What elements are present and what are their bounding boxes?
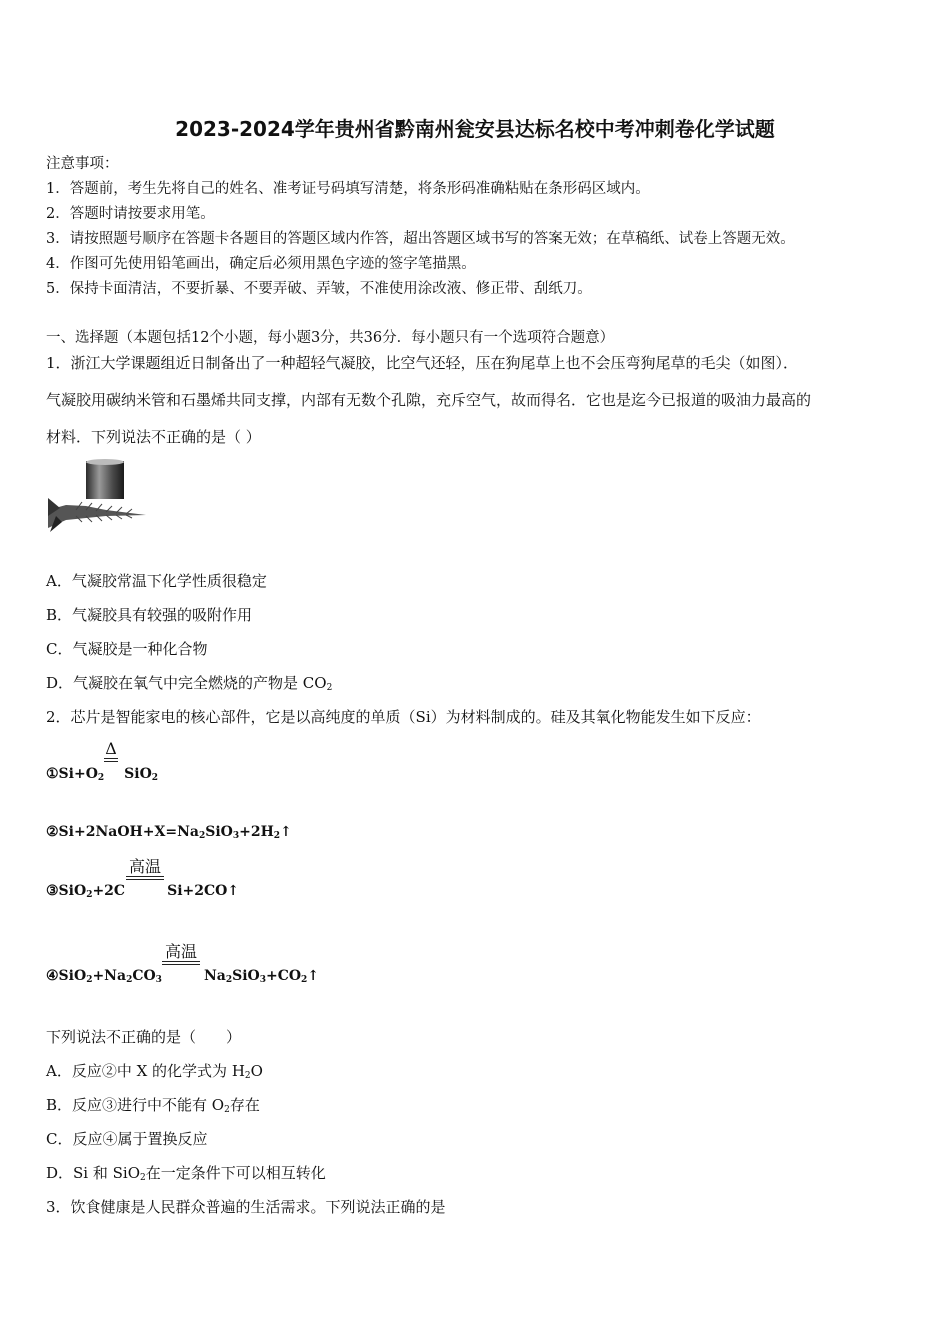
eq3-lhs: ③SiO bbox=[46, 883, 87, 899]
eq2-part: +2H bbox=[239, 824, 274, 840]
subscript: 2 bbox=[86, 890, 93, 900]
notice-item: 2．答题时请按要求用笔。 bbox=[46, 206, 215, 222]
subscript: 3 bbox=[232, 831, 240, 841]
eq3-equals-bar bbox=[126, 876, 164, 880]
notice-item: 3．请按照题号顺序在答题卡各题目的答题区域内作答，超出答题区域书写的答案无效；在草稿纸、试卷上答题无效。 bbox=[46, 231, 795, 247]
notice-item: 5．保持卡面清洁，不要折暴、不要弄破、弄皱，不准使用涂改液、修正带、刮纸刀。 bbox=[46, 281, 592, 297]
q2-option-a bbox=[46, 1060, 263, 1081]
eq1-rhs: SiO bbox=[124, 766, 152, 782]
eq3-condition bbox=[126, 858, 164, 880]
question-3-stem: 3．饮食健康是人民群众普遍的生活需求。下列说法正确的是 bbox=[46, 1198, 446, 1216]
eq4-rhs: ↑ bbox=[307, 968, 320, 984]
q2-option-d-text: D．Si 和 SiO bbox=[46, 1164, 141, 1182]
page-title: 2023-2024学年贵州省黔南州瓮安县达标名校中考冲刺卷化学试题 bbox=[175, 117, 775, 141]
q1-option-b: B．气凝胶具有较强的吸附作用 bbox=[46, 606, 253, 624]
eq2-part: ↑ bbox=[280, 824, 292, 840]
subscript: 2 bbox=[273, 831, 281, 841]
q1-option-c: C．气凝胶是一种化合物 bbox=[46, 640, 208, 658]
subscript: 3 bbox=[259, 975, 266, 985]
equation-3 bbox=[46, 883, 239, 900]
subscript: 2 bbox=[86, 975, 93, 985]
notice-item: 4．作图可先使用铅笔画出，确定后必须用黑色字迹的签字笔描黑。 bbox=[46, 256, 476, 272]
eq2-part: ②Si+2NaOH+X=Na bbox=[46, 824, 199, 840]
eq1-lhs: ①Si+O bbox=[46, 766, 98, 782]
eq1-condition-text: Δ bbox=[105, 739, 117, 758]
q2-option-b bbox=[46, 1094, 260, 1115]
eq2-part: SiO bbox=[205, 824, 233, 840]
eq4-lhs: ④SiO bbox=[46, 968, 87, 984]
subscript: 2 bbox=[225, 975, 233, 985]
subscript: 3 bbox=[155, 975, 162, 985]
q2-option-a-text: A．反应②中 X 的化学式为 H bbox=[46, 1062, 245, 1080]
eq4-equals-bar bbox=[162, 961, 200, 965]
subscript: 2 bbox=[97, 773, 105, 783]
eq1-equals-bar bbox=[104, 758, 118, 762]
subscript: 2 bbox=[301, 975, 308, 985]
question-1-line: 1．浙江大学课题组近日制备出了一种超轻气凝胶，比空气还轻，压在狗尾草上也不会压弯狗尾草的毛尖（如图）． bbox=[46, 354, 799, 372]
eq4-rhs: SiO bbox=[232, 968, 260, 984]
q2-option-d-text: 在一定条件下可以相互转化 bbox=[145, 1164, 326, 1182]
eq1-condition bbox=[104, 740, 118, 762]
subscript: 2 bbox=[151, 773, 159, 783]
equation-2 bbox=[46, 824, 292, 841]
q2-option-d bbox=[46, 1162, 326, 1183]
eq4-rhs: Na bbox=[203, 968, 226, 984]
question-1-line: 气凝胶用碳纳米管和石墨烯共同支撑，内部有无数个孔隙，充斥空气，故而得名．它也是迄今已报道的吸油力最高的 bbox=[46, 391, 812, 409]
question-1-line: 材料．下列说法不正确的是（ ） bbox=[46, 428, 261, 446]
subscript: 2 bbox=[198, 831, 206, 841]
eq4-condition bbox=[162, 943, 200, 965]
q1-option-d bbox=[46, 672, 332, 693]
eq4-lhs: +Na bbox=[92, 968, 127, 984]
aerogel-on-grass-photo bbox=[46, 458, 150, 538]
q2-option-b-text: B．反应③进行中不能有 O bbox=[46, 1096, 225, 1114]
q2-option-a-text: O bbox=[250, 1062, 263, 1080]
section-heading: 一、选择题（本题包括12个小题，每小题3分，共36分．每小题只有一个选项符合题意） bbox=[46, 330, 615, 346]
subscript: 2 bbox=[126, 975, 133, 985]
eq3-rhs: Si+2CO↑ bbox=[167, 883, 240, 899]
subscript: 2 bbox=[140, 1173, 146, 1183]
q1-option-a: A．气凝胶常温下化学性质很稳定 bbox=[46, 572, 267, 590]
notice-heading: 注意事项： bbox=[46, 156, 119, 172]
eq4-condition-text: 高温 bbox=[164, 942, 197, 961]
subscript: 2 bbox=[244, 1071, 251, 1081]
eq4-rhs: +CO bbox=[265, 968, 302, 984]
notice-item: 1．答题前，考生先将自己的姓名、准考证号码填写清楚，将条形码准确粘贴在条形码区域内。 bbox=[46, 181, 650, 197]
question-2-stem: 2．芯片是智能家电的核心部件，它是以高纯度的单质（Si）为材料制成的。硅及其氧化物能发生如下反应： bbox=[46, 708, 761, 726]
q2-option-c: C．反应④属于置换反应 bbox=[46, 1130, 208, 1148]
equation-4 bbox=[46, 968, 319, 985]
equation-1 bbox=[46, 766, 158, 783]
q1-option-d-text: D．气凝胶在氧气中完全燃烧的产物是 CO bbox=[46, 674, 327, 692]
question-2-prompt: 下列说法不正确的是（ ） bbox=[46, 1028, 242, 1046]
subscript: 2 bbox=[326, 683, 333, 693]
eq3-lhs: +2C bbox=[92, 883, 126, 899]
q2-option-b-text: 存在 bbox=[229, 1096, 260, 1114]
subscript: 2 bbox=[224, 1105, 230, 1115]
eq4-lhs: CO bbox=[132, 968, 156, 984]
eq3-condition-text: 高温 bbox=[128, 857, 161, 876]
